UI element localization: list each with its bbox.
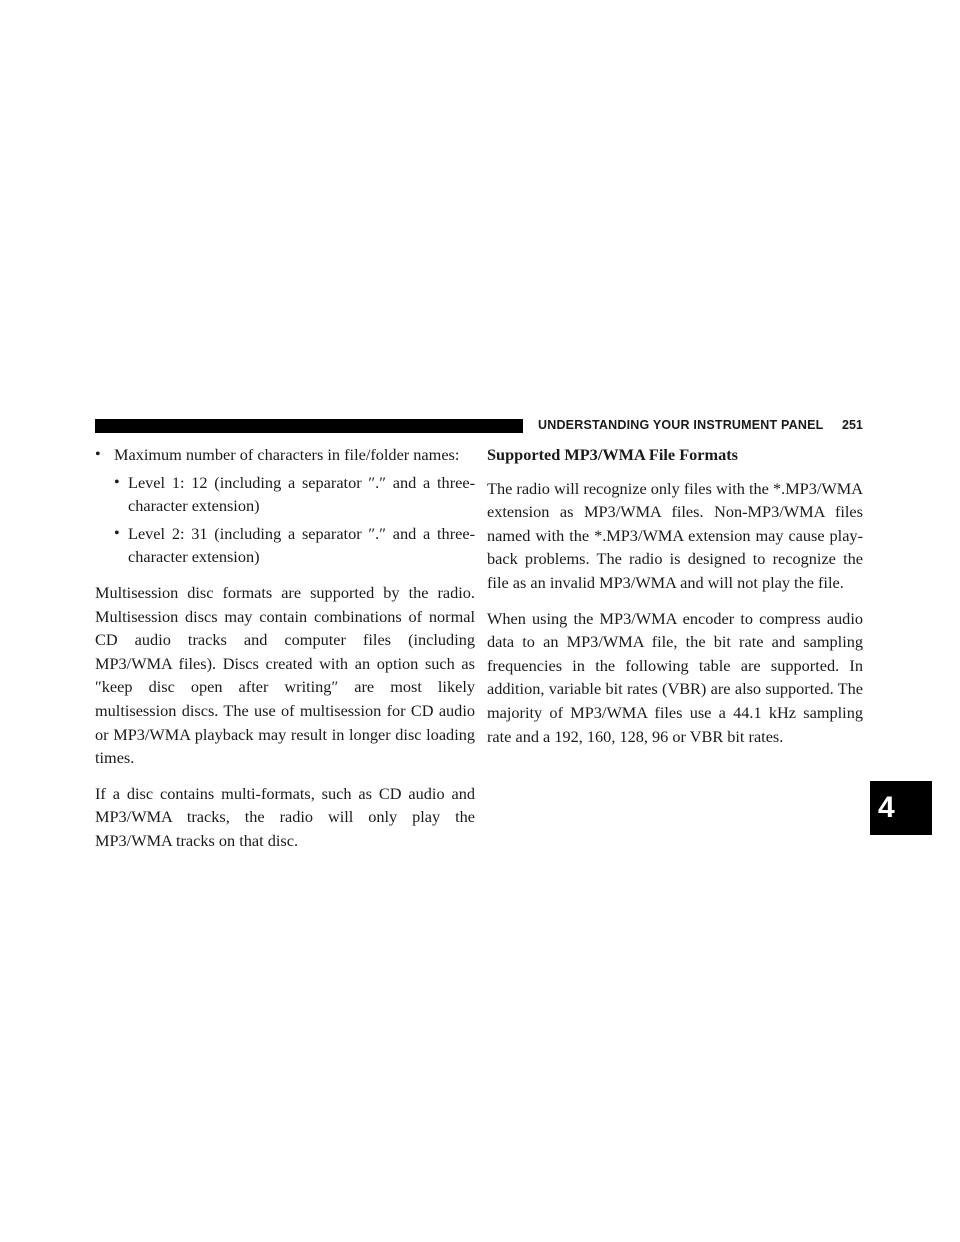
page-number: 251	[842, 418, 863, 432]
bullet-icon: •	[114, 473, 120, 491]
sub-bullet-text: Level 1: 12 (including a separator ″.″ and a three-character extension)	[128, 472, 475, 516]
left-column	[95, 443, 475, 865]
bullet-icon: •	[114, 524, 120, 542]
header-rule	[95, 419, 523, 433]
bullet-icon: •	[95, 446, 101, 463]
chapter-tab: 4	[870, 781, 932, 835]
paragraph: If a disc contains multi-formats, such as CD audio and MP3/WMA tracks, the radio will only play the MP3/WMA tracks on that disc.	[95, 783, 475, 850]
sub-bullet-item	[114, 471, 475, 518]
right-column	[487, 443, 863, 760]
sub-bullet-text: Level 2: 31 (including a separator ″.″ and a three-character extension)	[128, 523, 475, 567]
section-heading: Supported MP3/WMA File Formats	[487, 445, 738, 464]
sub-bullet-item	[114, 522, 475, 569]
section-header-title: UNDERSTANDING YOUR INSTRUMENT PANEL	[538, 418, 824, 432]
paragraph: Multisession disc formats are supported by the radio. Multisession discs may contain combinations of normal CD audio tracks and computer files (including MP3/WMA files). Discs created with an option such as ″keep disc open after writing″ are most likely multisession discs. The use of multisession for CD audio or MP3/WMA playback may result in longer disc loading times.	[95, 582, 475, 768]
paragraph: The radio will recognize only files with the *.MP3/WMA extension as MP3/WMA files. Non-MP3/WMA files named with the *.MP3/WMA extension may cause play-back problems. The radio is designed to recognize the file as an invalid MP3/WMA and will not play the file.	[487, 478, 863, 592]
bullet-item	[95, 443, 475, 467]
bullet-text: Maximum number of characters in file/folder names:	[114, 445, 460, 464]
paragraph: When using the MP3/WMA encoder to compress audio data to an MP3/WMA file, the bit rate and sampling frequencies in the following table are supported. In addition, variable bit rates (VBR) are also supported. The majority of MP3/WMA files use a 44.1 kHz sampling rate and a 192, 160, 128, 96 or VBR bit rates.	[487, 608, 863, 746]
